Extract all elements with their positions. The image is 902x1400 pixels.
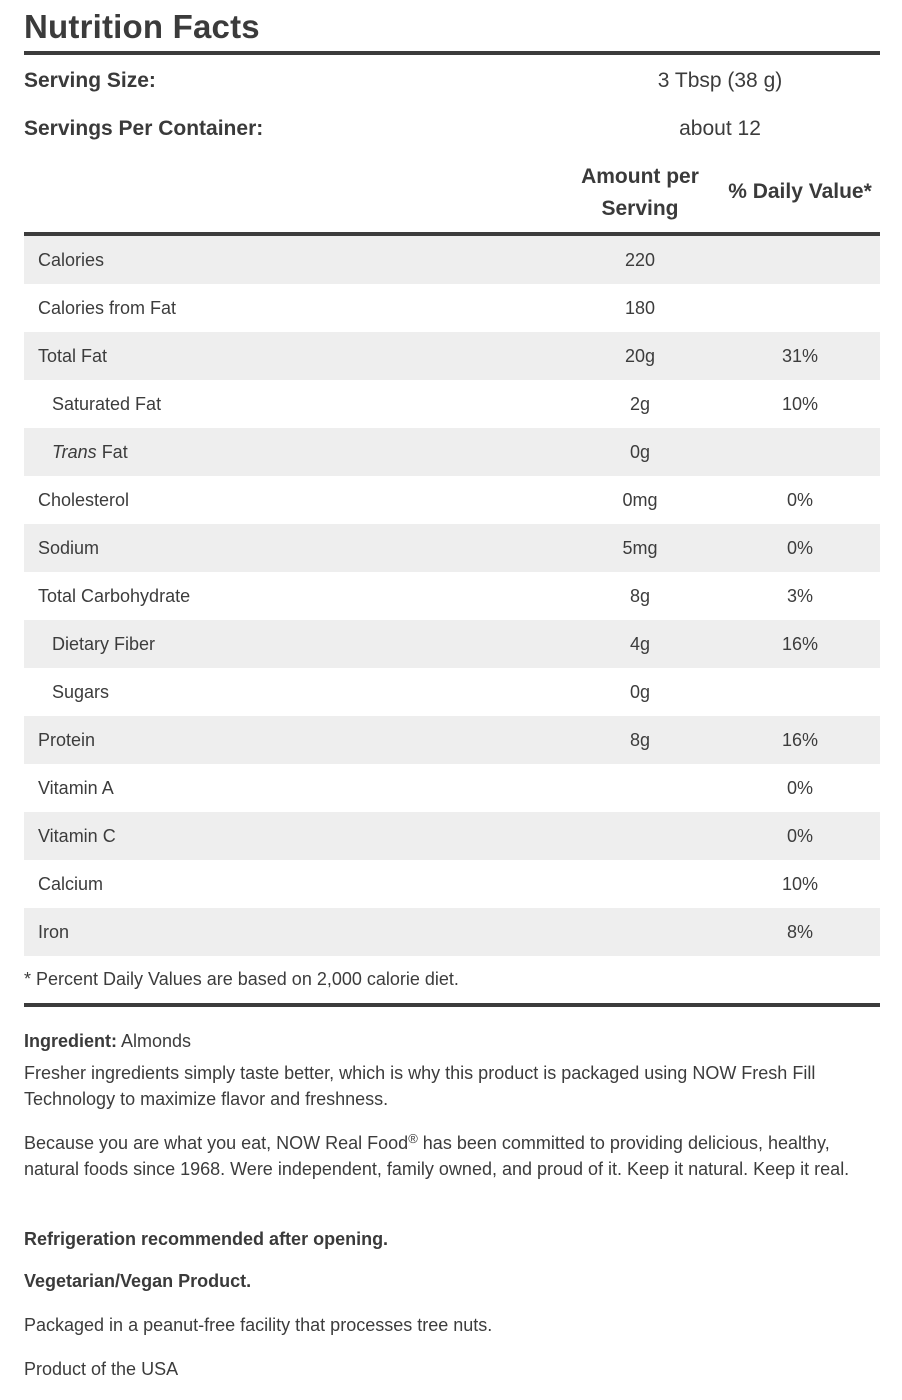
servings-per-container-row bbox=[24, 105, 880, 153]
nutrient-table bbox=[24, 236, 880, 956]
nutrient-row bbox=[24, 716, 880, 764]
nutrient-row bbox=[24, 524, 880, 572]
nutrient-name: Total Carbohydrate bbox=[38, 586, 191, 606]
daily-value-header: % Daily Value* bbox=[728, 180, 872, 203]
nutrient-name: Iron bbox=[38, 922, 70, 942]
nutrient-row bbox=[24, 764, 880, 812]
nutrient-row bbox=[24, 572, 880, 620]
nutrient-name: Dietary Fiber bbox=[52, 634, 156, 654]
nutrient-row bbox=[24, 284, 880, 332]
nutrient-name-italic: Trans bbox=[52, 442, 97, 462]
title-divider bbox=[24, 51, 880, 55]
serving-size-row bbox=[24, 57, 880, 105]
nutrient-amount: 2g bbox=[629, 394, 651, 414]
nutrient-amount: 20g bbox=[624, 346, 656, 366]
nutrient-amount: 220 bbox=[624, 250, 656, 270]
nutrient-name: Total Fat bbox=[38, 346, 108, 366]
amount-header-line1: Amount per bbox=[581, 165, 699, 188]
nutrient-row bbox=[24, 812, 880, 860]
nutrient-daily-value: 0% bbox=[786, 538, 813, 558]
because-text-b: has been committed to providing delicious, healthy, natural foods since 1968. Were independent, family owned, and proud of it. Keep it natural. Keep it real. bbox=[24, 1133, 850, 1179]
nutrient-amount: 4g bbox=[629, 634, 651, 654]
nutrient-amount: 5mg bbox=[622, 538, 658, 558]
vegan-note: Vegetarian/Vegan Product. bbox=[24, 1271, 252, 1291]
nutrient-daily-value: 3% bbox=[786, 586, 813, 606]
nutrient-row bbox=[24, 236, 880, 284]
daily-value-footnote: * Percent Daily Values are based on 2,000 calorie diet. bbox=[24, 969, 459, 989]
registered-mark: ® bbox=[408, 1131, 418, 1146]
nutrient-name: Protein bbox=[38, 730, 96, 750]
nutrient-daily-value: 8% bbox=[786, 922, 813, 942]
serving-size-value: 3 Tbsp (38 g) bbox=[657, 69, 783, 92]
nutrient-daily-value: 16% bbox=[781, 730, 819, 750]
nutrient-daily-value: 10% bbox=[781, 874, 819, 894]
nutrient-name: Calories bbox=[38, 250, 105, 270]
fresher-paragraph: Fresher ingredients simply taste better, which is why this product is packaged using NOW Fresh Fill Technology to maximize flavor and freshness. bbox=[24, 1063, 816, 1109]
nutrient-name: Sugars bbox=[52, 682, 110, 702]
because-paragraph bbox=[24, 1130, 880, 1182]
nutrient-name: Vitamin A bbox=[38, 778, 114, 798]
nutrient-row bbox=[24, 908, 880, 956]
amount-per-serving-header bbox=[560, 161, 720, 225]
ingredient-line bbox=[24, 1028, 880, 1054]
nutrient-row bbox=[24, 380, 880, 428]
panel-title: Nutrition Facts bbox=[24, 8, 260, 45]
nutrient-name-rest: Fat bbox=[96, 442, 128, 462]
nutrient-amount: 0g bbox=[629, 442, 651, 462]
nutrient-name: Calories from Fat bbox=[38, 298, 177, 318]
nutrient-daily-value: 31% bbox=[781, 346, 819, 366]
ingredient-value: Almonds bbox=[117, 1031, 192, 1051]
nutrient-row bbox=[24, 860, 880, 908]
footnote-divider bbox=[24, 1003, 880, 1007]
nutrient-name: Saturated Fat bbox=[52, 394, 162, 414]
nutrient-row bbox=[24, 476, 880, 524]
nutrient-row bbox=[24, 428, 880, 476]
nutrient-daily-value: 16% bbox=[781, 634, 819, 654]
nutrient-name: Calcium bbox=[38, 874, 104, 894]
refrigeration-note: Refrigeration recommended after opening. bbox=[24, 1229, 389, 1249]
servings-per-container-value: about 12 bbox=[679, 117, 761, 140]
ingredient-label: Ingredient: bbox=[24, 1031, 117, 1051]
nutrient-amount: 180 bbox=[624, 298, 656, 318]
because-text-a: Because you are what you eat, NOW Real Food bbox=[24, 1133, 409, 1153]
nutrient-amount: 0g bbox=[629, 682, 651, 702]
nutrient-row bbox=[24, 668, 880, 716]
nutrient-name: Sodium bbox=[38, 538, 100, 558]
serving-size-label: Serving Size: bbox=[24, 69, 156, 92]
nutrient-daily-value: 0% bbox=[786, 826, 813, 846]
nutrient-amount: 0mg bbox=[622, 490, 658, 510]
nutrient-row bbox=[24, 620, 880, 668]
packaging-note: Packaged in a peanut-free facility that processes tree nuts. bbox=[24, 1315, 493, 1335]
nutrient-name: Cholesterol bbox=[38, 490, 130, 510]
nutrient-daily-value: 10% bbox=[781, 394, 819, 414]
servings-per-container-label: Servings Per Container: bbox=[24, 117, 264, 140]
nutrient-name: Vitamin C bbox=[38, 826, 116, 846]
nutrient-daily-value: 0% bbox=[786, 490, 813, 510]
origin-note: Product of the USA bbox=[24, 1359, 179, 1379]
nutrient-daily-value: 0% bbox=[786, 778, 813, 798]
nutrient-name bbox=[52, 428, 128, 476]
nutrient-amount: 8g bbox=[629, 586, 651, 606]
nutrient-row bbox=[24, 332, 880, 380]
amount-header-line2: Serving bbox=[601, 197, 679, 220]
nutrient-amount: 8g bbox=[629, 730, 651, 750]
